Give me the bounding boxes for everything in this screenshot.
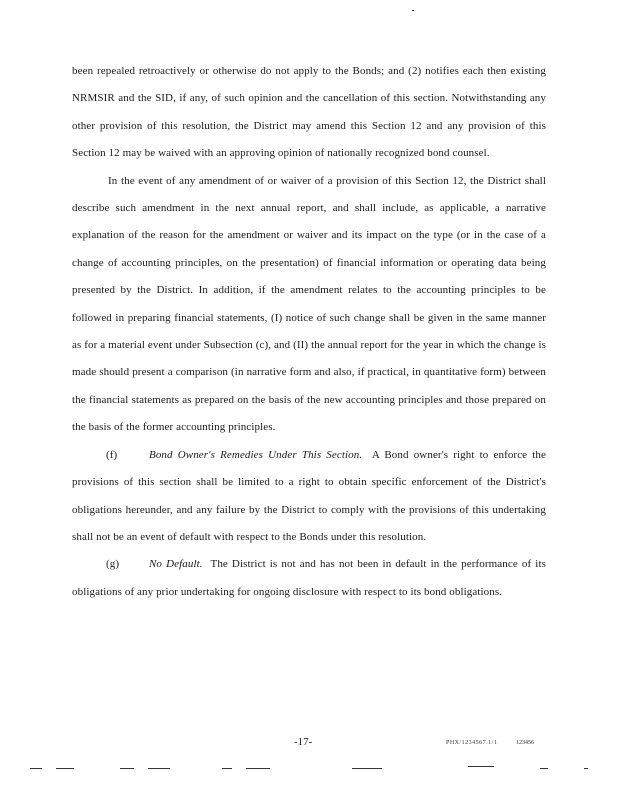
paragraph-amendment: In the event of any amendment of or waiver of a provision of this Section 12, the District shall describe such amendment in the next annual report, and shall include, as applicable, a narrative explanation of the reason for the amendment or waiver and its impact on the type (or in the case of a change of accounting principles, on the presentation) of financial information or operating data being presented by the District. In addition, if the amendment relates to the accounting principles to be followed in preparing financial statements, (I) notice of such change shall be given in the same manner as for a material event under Subsection (c), and (II) the annual report for the year in which the change is made should present a comparison (in narrative form and also, if practical, in quantitative form) between the financial statements as prepared on the basis of the new accounting principles and those prepared on the basis of the former accounting principles. (72, 174, 546, 434)
scan-artifact (120, 768, 134, 769)
paragraph-continued: been repealed retroactively or otherwise do not apply to the Bonds; and (2) notifies each then existing NRMSIR and the SID, if any, of such opinion and the cancellation of this section. Notwithstanding any other provision of this resolution, the District may amend this Section 12 and any provision of this Section 12 may be waived with an approving opinion of nationally recognized bond counsel. (72, 65, 546, 160)
scan-artifact (148, 768, 170, 769)
document-body (72, 58, 546, 606)
scan-artifact (468, 766, 494, 767)
section-f-text: A Bond owner's right to enforce the provisions of this section shall be limited to a right to obtain specific enforcement of the District's obligations hereunder, and any failure by the District to comply with the provisions of this undertaking shall not be an event of default with respect to the Bonds under this resolution. (72, 448, 546, 543)
section-f-label: (f) (106, 448, 118, 461)
scan-artifact (352, 768, 382, 769)
section-g-title: No Default. (149, 558, 203, 571)
section-g-text: The District is not and has not been in default in the performance of its obligations of any prior undertaking for ongoing disclosure with respect to its bond obligations. (72, 558, 546, 598)
scan-artifact (56, 768, 74, 769)
scan-artifact (540, 768, 548, 769)
section-g-label: (g) (106, 558, 120, 571)
scan-artifact (222, 768, 232, 769)
scan-artifact (412, 10, 414, 11)
document-reference-secondary: 123456 (516, 740, 534, 746)
section-f-title: Bond Owner's Remedies Under This Section. (149, 448, 363, 461)
document-reference: PHX/1234567.1/1 (446, 740, 498, 746)
section-g (72, 551, 546, 606)
scan-artifact (584, 768, 588, 769)
page-number: -17- (294, 736, 313, 748)
section-f (72, 442, 546, 552)
scan-artifact (30, 768, 42, 769)
scan-artifact (246, 768, 270, 769)
